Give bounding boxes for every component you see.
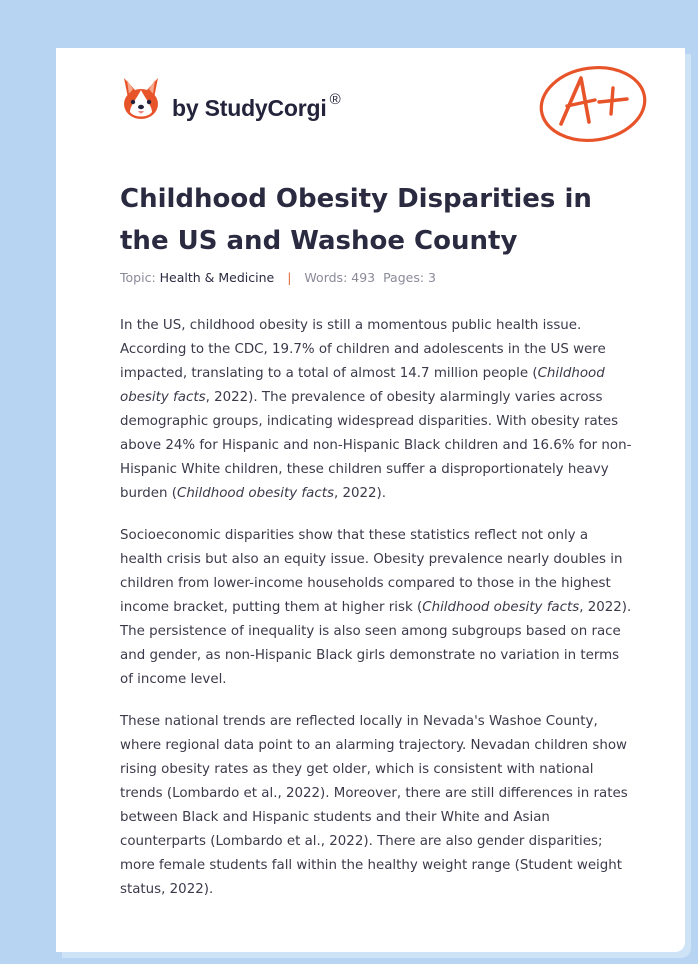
paragraph-text: , 2022). [333, 486, 387, 501]
article-meta [120, 270, 640, 285]
topic-link[interactable]: Health & Medicine [159, 270, 275, 285]
page-title: Childhood Obesity Disparities in the US and Washoe County [120, 184, 592, 256]
page-count: Pages: 3 [383, 270, 436, 285]
paragraph-1 [120, 314, 632, 506]
meta-separator: | [287, 270, 292, 285]
a-plus-grade-icon [537, 62, 649, 144]
paragraph-text: These national trends are reflected locally in Nevada's Washoe County, where regional data point to an alarming trajectory. Nevadan children show rising obesity rates as they get older, which is consistent with national trends (Lombardo et al., 2022). Moreover, there are still differences in rates between Black and Hispanic students and their White and Asian counterparts (Lombardo et al., 2022). There are also gender disparities; more female students fall within the healthy weight range (Student weight status, 2022). [120, 714, 628, 897]
document-page [56, 48, 685, 952]
studycorgi-logo[interactable] [120, 76, 340, 122]
citation: Childhood obesity facts [176, 486, 334, 501]
registered-mark: ® [329, 90, 341, 108]
article-body [120, 314, 632, 920]
paragraph-text: , 2022). The prevalence of obesity alarmingly varies across demographic groups, indicating widespread disparities. With obesity rates above 24% for Hispanic and non-Hispanic Black children and 16.6% for non-Hispanic White children, these children suffer a disproportionately heavy burden ( [120, 390, 632, 501]
citation: Childhood obesity facts [120, 366, 605, 405]
topic-label: Topic: [120, 270, 156, 285]
brand-text: by StudyCorgi [172, 94, 327, 121]
citation: Childhood obesity facts [422, 600, 580, 615]
header [120, 76, 649, 146]
corgi-logo-icon [120, 76, 162, 122]
paragraph-3 [120, 710, 632, 902]
paragraph-2 [120, 524, 632, 692]
paragraph-text: Socioeconomic disparities show that these statistics reflect not only a health crisis but also an equity issue. Obesity prevalence nearly doubles in children from lower-income households compared to those in the highest income bracket, putting them at higher risk ( [120, 528, 623, 615]
word-count: Words: 493 [304, 270, 376, 285]
paragraph-text: , 2022). The persistence of inequality is also seen among subgroups based on race and gender, as non-Hispanic Black girls demonstrate no variation in terms of income level. [120, 600, 632, 687]
paragraph-text: In the US, childhood obesity is still a momentous public health issue. According to the CDC, 19.7% of children and adolescents in the US were impacted, translating to a total of almost 14.7 million people ( [120, 318, 606, 381]
brand-name [172, 91, 340, 122]
